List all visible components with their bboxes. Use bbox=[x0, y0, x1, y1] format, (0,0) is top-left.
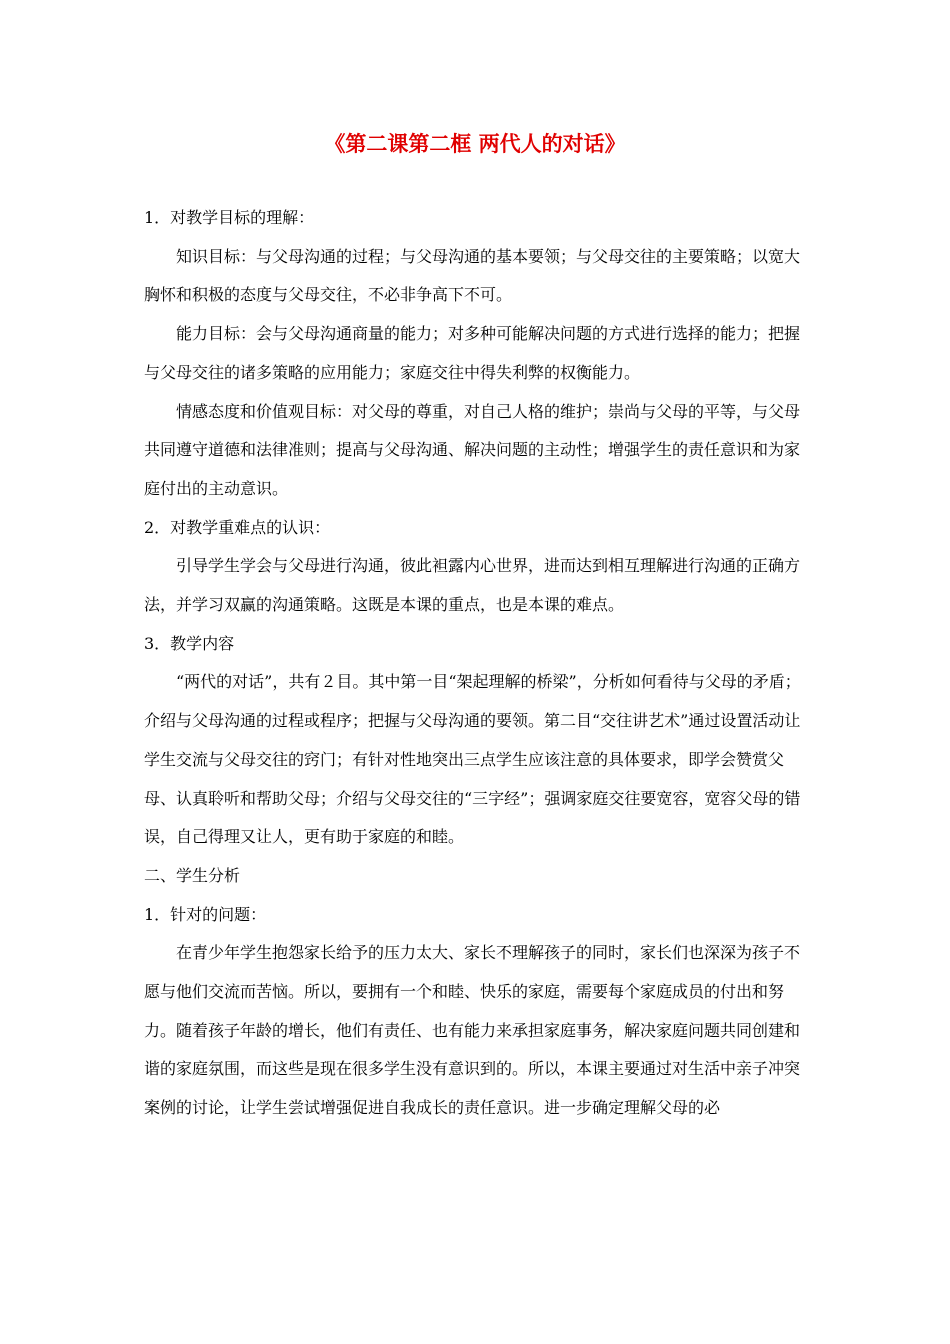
section-heading: 3．教学内容 bbox=[144, 633, 235, 653]
section-heading: 二、学生分析 bbox=[144, 865, 241, 885]
section-heading: 1．针对的问题： bbox=[144, 904, 267, 924]
section-heading: 1．对教学目标的理解： bbox=[144, 208, 315, 227]
paragraph: “两代的对话”，共有２目。其中第一目“架起理解的桥梁”，分析如何看待与父母的矛盾；介绍与父母沟通的过程或程序；把握与父母沟通的要领。第二目“交往讲艺术”通过设置活动让学生交流与父母交往的窍门；有针对性地突出三点学生应该注意的具体要求，即学会赞赏父母、认真聆听和帮助父母；介绍与父母交往的“三字经”；强调家庭交往要宽容，宽容父母的错误，自己得理又让人，更有助于家庭的和睦。 bbox=[144, 672, 801, 847]
paragraph: 引导学生学会与父母进行沟通，彼此袒露内心世界，进而达到相互理解进行沟通的正确方法，并学习双赢的沟通策略。这既是本课的重点，也是本课的难点。 bbox=[144, 556, 801, 615]
document-body bbox=[144, 199, 808, 1128]
section-heading: 2．对教学重难点的认识： bbox=[144, 517, 331, 537]
document-title: 《第二课第二框 两代人的对话》 bbox=[324, 132, 626, 156]
paragraph: 知识目标：与父母沟通的过程；与父母沟通的基本要领；与父母交往的主要策略；以宽大胸怀和积极的态度与父母交往，不必非争高下不可。 bbox=[144, 246, 801, 305]
paragraph: 在青少年学生抱怨家长给予的压力太大、家长不理解孩子的同时，家长们也深深为孩子不愿与他们交流而苦恼。所以，要拥有一个和睦、快乐的家庭，需要每个家庭成员的付出和努力。随着孩子年龄的增长，他们有责任、也有能力来承担家庭事务，解决家庭问题共同创建和谐的家庭氛围，而这些是现在很多学生没有意识到的。所以，本课主要通过对生活中亲子冲突案例的讨论，让学生尝试增强促进自我成长的责任意识。进一步确定理解父母的必 bbox=[144, 943, 801, 1118]
paragraph: 能力目标：会与父母沟通商量的能力；对多种可能解决问题的方式进行选择的能力；把握与父母交往的诸多策略的应用能力；家庭交往中得失利弊的权衡能力。 bbox=[144, 324, 801, 382]
paragraph: 情感态度和价值观目标：对父母的尊重，对自己人格的维护；崇尚与父母的平等，与父母共同遵守道德和法律准则；提高与父母沟通、解决问题的主动性；增强学生的责任意识和为家庭付出的主动意识。 bbox=[144, 401, 801, 498]
